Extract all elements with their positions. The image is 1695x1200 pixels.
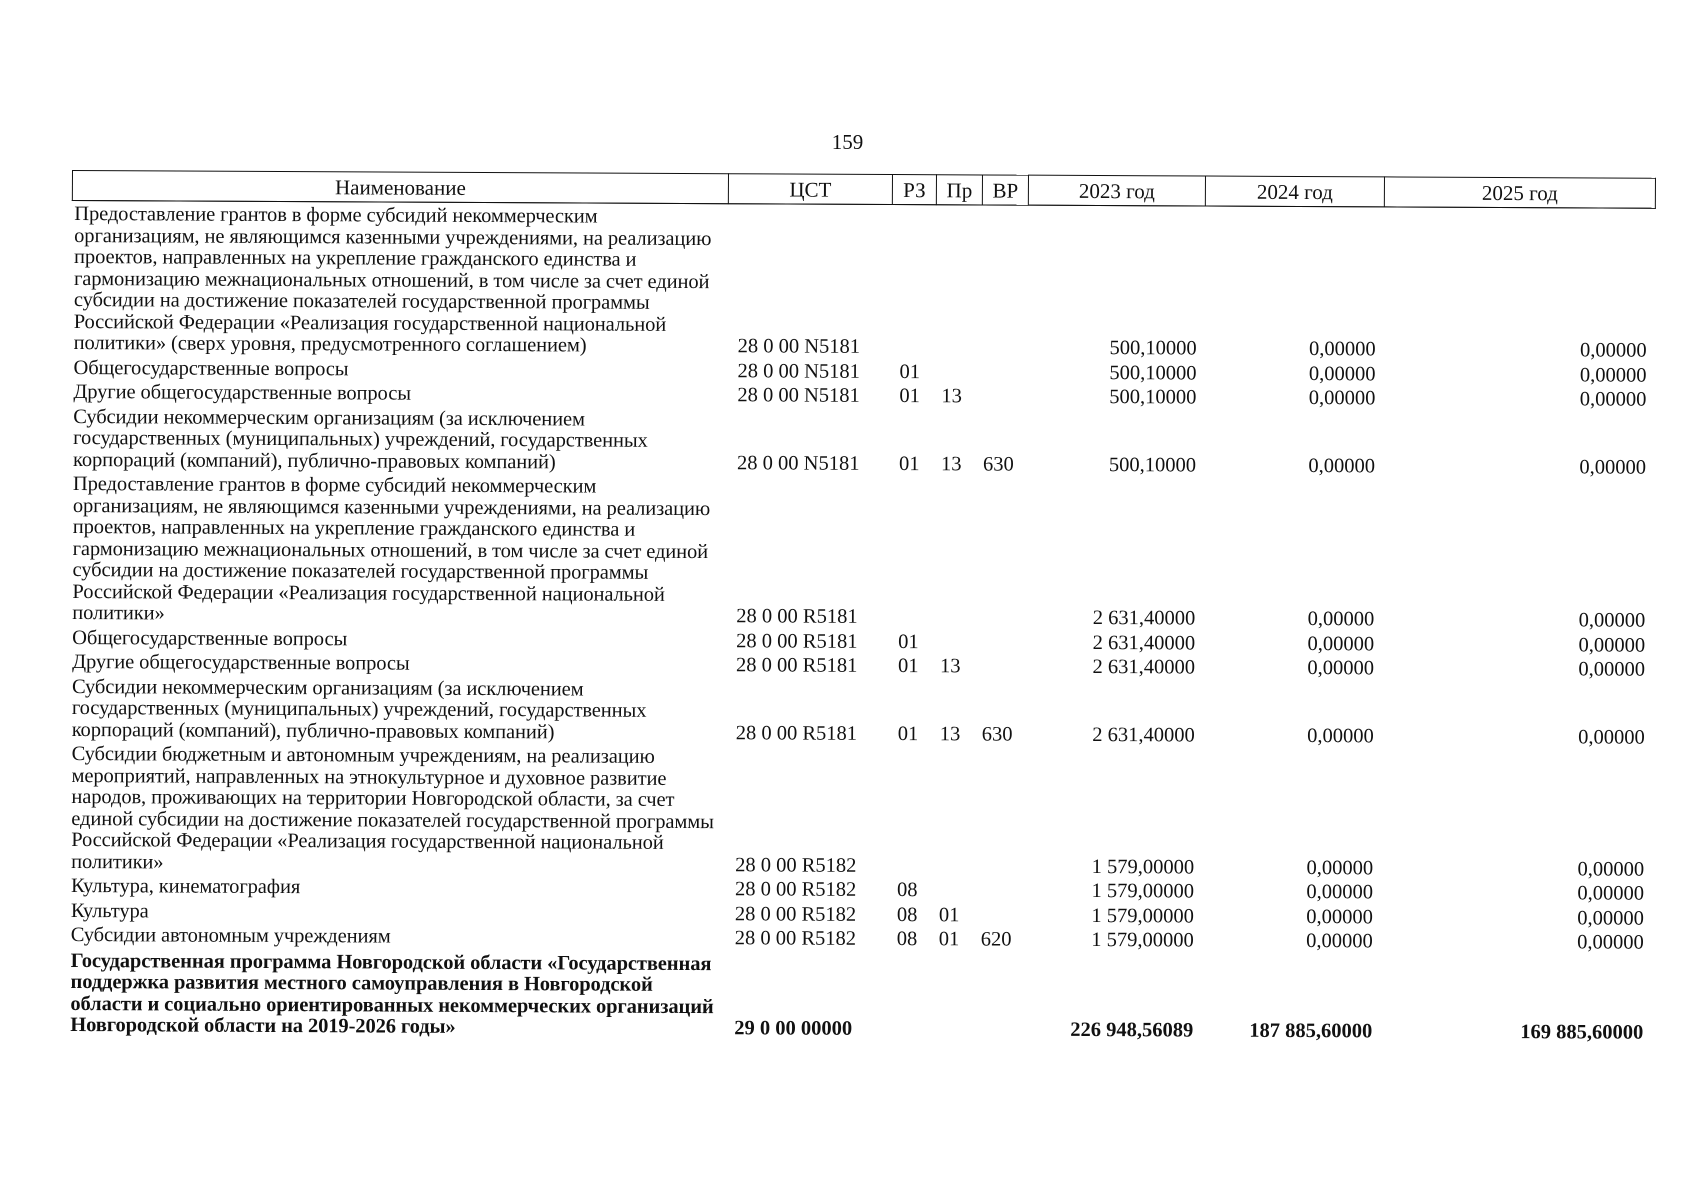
cell-2024: 0,00000 [1308,338,1376,361]
cell-vr [981,359,1027,384]
cell-name: Государственная программа Новгородской области «Государственная поддержка развития местного самоуправления в Новгородской области и социально ориентированных некоммерческих организаций Новгородской области на 2019-2026 годы» [70,949,714,1038]
cell-2023: 500,10000 [1109,361,1197,384]
cell-pr [932,951,978,1041]
header-cst: ЦСТ [728,174,892,205]
cell-2023: 500,10000 [1108,453,1197,476]
cell-2023: 1 579,00000 [1091,855,1195,878]
header-2023: 2023 год [1028,175,1205,206]
header-2024: 2024 год [1205,176,1384,207]
cell-2024: 0,00000 [1307,632,1375,655]
cell-2025: 0,00000 [1577,931,1644,954]
cell-vr [980,475,1027,629]
cell-rz [892,205,937,359]
budget-table [68,170,1656,1044]
cell-2025: 169 885,60000 [1520,1021,1644,1044]
cell-2023: 500,10000 [1109,386,1197,409]
cell-name: Субсидии некоммерческим организациям (за исключением государственных (муниципальных) учреждений, государственных корпораций (компаний), публично-правовых компаний) [73,405,648,473]
cell-vr [978,951,1024,1041]
cell-2023: 2 631,40000 [1092,655,1196,679]
cell-rz: 08 [896,928,918,951]
cell-cst: 28 0 00 N5181 [737,335,861,358]
cell-vr [979,745,1026,877]
header-vr: ВР [982,175,1028,205]
cell-pr: 13 [940,655,961,678]
cell-vr [980,629,1026,654]
cell-2025: 0,00000 [1579,388,1647,411]
cell-2024: 0,00000 [1307,724,1374,747]
cell-vr [979,902,1025,927]
cell-pr [934,629,980,654]
cell-rz: 01 [897,722,919,745]
cell-2023: 1 579,00000 [1091,904,1194,927]
cell-name: Субсидии автономным учреждениям [70,924,391,948]
cell-name: Другие общегосударственные вопросы [73,381,411,405]
header-pr: Пр [936,175,982,205]
cell-2024: 0,00000 [1306,856,1374,879]
cell-cst: 28 0 00 N5181 [737,359,861,383]
cell-2025: 0,00000 [1578,658,1646,681]
table-row [69,741,1653,881]
cell-2025: 0,00000 [1578,633,1646,657]
cell-name: Общегосударственные вопросы [73,356,349,380]
cell-2024: 187 885,60000 [1249,1019,1373,1043]
cell-pr: 01 [938,903,960,926]
cell-2024: 0,00000 [1307,608,1375,631]
cell-rz: 01 [899,360,921,383]
cell-pr [933,877,979,902]
table-row [70,471,1654,632]
cell-2023: 500,10000 [1109,337,1197,360]
cell-vr [982,205,1029,359]
cell-2025: 0,00000 [1579,455,1647,479]
cell-cst: 28 0 00 R5182 [734,927,857,950]
cell-pr: 13 [939,722,961,745]
cell-name: Культура [70,899,149,922]
cell-cst: 28 0 00 N5181 [737,451,860,475]
cell-pr [934,475,981,629]
cell-cst: 28 0 00 R5181 [736,654,858,677]
cell-pr: 01 [938,928,960,951]
cell-name: Другие общегосударственные вопросы [72,651,410,675]
cell-rz [889,745,934,877]
table-row [71,403,1654,478]
cell-pr: 13 [941,452,962,475]
cell-2023: 1 579,00000 [1091,879,1195,903]
cell-2024: 0,00000 [1308,387,1376,410]
cell-cst: 29 0 00 00000 [734,1017,853,1040]
cell-2023: 2 631,40000 [1092,606,1196,630]
cell-2025: 0,00000 [1578,725,1645,749]
cell-2024: 0,00000 [1306,881,1374,904]
cell-2023: 1 579,00000 [1091,928,1194,952]
cell-2025: 0,00000 [1579,339,1647,362]
cell-rz [890,475,935,629]
table-body [68,201,1655,1045]
cell-2024: 0,00000 [1306,930,1373,953]
budget-table-container [68,170,1655,1044]
cell-pr: 13 [941,385,962,408]
cell-2023: 226 948,56089 [1070,1018,1194,1042]
cell-name: Субсидии бюджетным и автономным учреждениям, на реализацию мероприятий, направленных на этнокультурное и духовное развитие народов, проживающих на территории Новгородской области, за счет единой субсидии на достижение показателей государственной программы Российской Федерации «Реализация государственной национальной политики» [71,743,714,873]
cell-2024: 0,00000 [1308,362,1376,385]
cell-2025: 0,00000 [1577,857,1645,881]
header-2025: 2025 год [1384,177,1655,208]
cell-pr [933,745,980,877]
cell-pr [936,205,983,359]
cell-rz: 01 [898,630,919,653]
cell-2025: 0,00000 [1579,363,1647,387]
cell-rz [888,951,932,1041]
cell-rz: 08 [896,879,918,902]
cell-name: Общегосударственные вопросы [72,626,348,650]
cell-2025: 0,00000 [1577,906,1644,930]
cell-cst: 28 0 00 R5181 [735,721,858,745]
cell-2023: 2 631,40000 [1092,631,1196,654]
cell-2025: 0,00000 [1578,609,1646,632]
cell-cst: 28 0 00 N5181 [737,384,860,407]
cell-vr: 630 [983,452,1014,476]
cell-2024: 0,00000 [1308,454,1376,477]
cell-pr [935,359,981,384]
cell-cst: 28 0 00 R5182 [734,878,857,901]
cell-2025: 0,00000 [1577,882,1645,905]
cell-cst: 28 0 00 R5182 [734,902,857,926]
cell-name: Культура, кинематография [70,875,301,899]
header-name: Наименование [72,171,728,204]
cell-rz: 01 [899,385,920,408]
cell-2024: 0,00000 [1306,905,1373,928]
cell-vr [981,383,1027,408]
cell-name: Предоставление грантов в форме субсидий некоммерческим организациям, не являющимся казенными учреждениями, на реализацию проектов, направленных на укрепление гражданского единства и гармонизацию межнациональных отношений, в том числе за счет единой субсидии на достижение показателей государственной программы Российской Федерации «Реализация государственной национальной политики» (сверх уровня, предусмотренного соглашением) [73,203,712,357]
cell-cst: 28 0 00 R5181 [736,629,858,653]
header-rz: РЗ [892,175,936,205]
cell-vr: 630 [981,722,1013,746]
cell-cst: 28 0 00 R5182 [735,853,857,877]
cell-2024: 0,00000 [1307,657,1375,680]
page-number: 159 [831,130,864,154]
cell-vr [980,653,1026,678]
cell-2023: 2 631,40000 [1092,723,1195,746]
cell-rz: 01 [899,452,920,475]
cell-vr [979,877,1025,902]
table-row [68,946,1651,1044]
cell-rz: 01 [898,655,919,678]
cell-name: Субсидии некоммерческим организациям (за исключением государственных (муниципальных) учреждений, государственных корпораций (компаний), публично-правовых компаний) [71,675,647,743]
cell-rz: 08 [896,903,918,926]
table-row [72,201,1656,363]
cell-vr: 620 [980,928,1012,951]
cell-cst: 28 0 00 R5181 [736,605,858,628]
cell-name: Предоставление грантов в форме субсидий некоммерческим организациям, не являющимся казенными учреждениями, на реализацию проектов, направленных на укрепление гражданского единства и гармонизацию межнациональных отношений, в том числе за счет единой субсидии на достижение показателей государственной программы Российской Федерации «Реализация государственной национальной политики» [72,473,711,625]
table-row [70,673,1653,748]
